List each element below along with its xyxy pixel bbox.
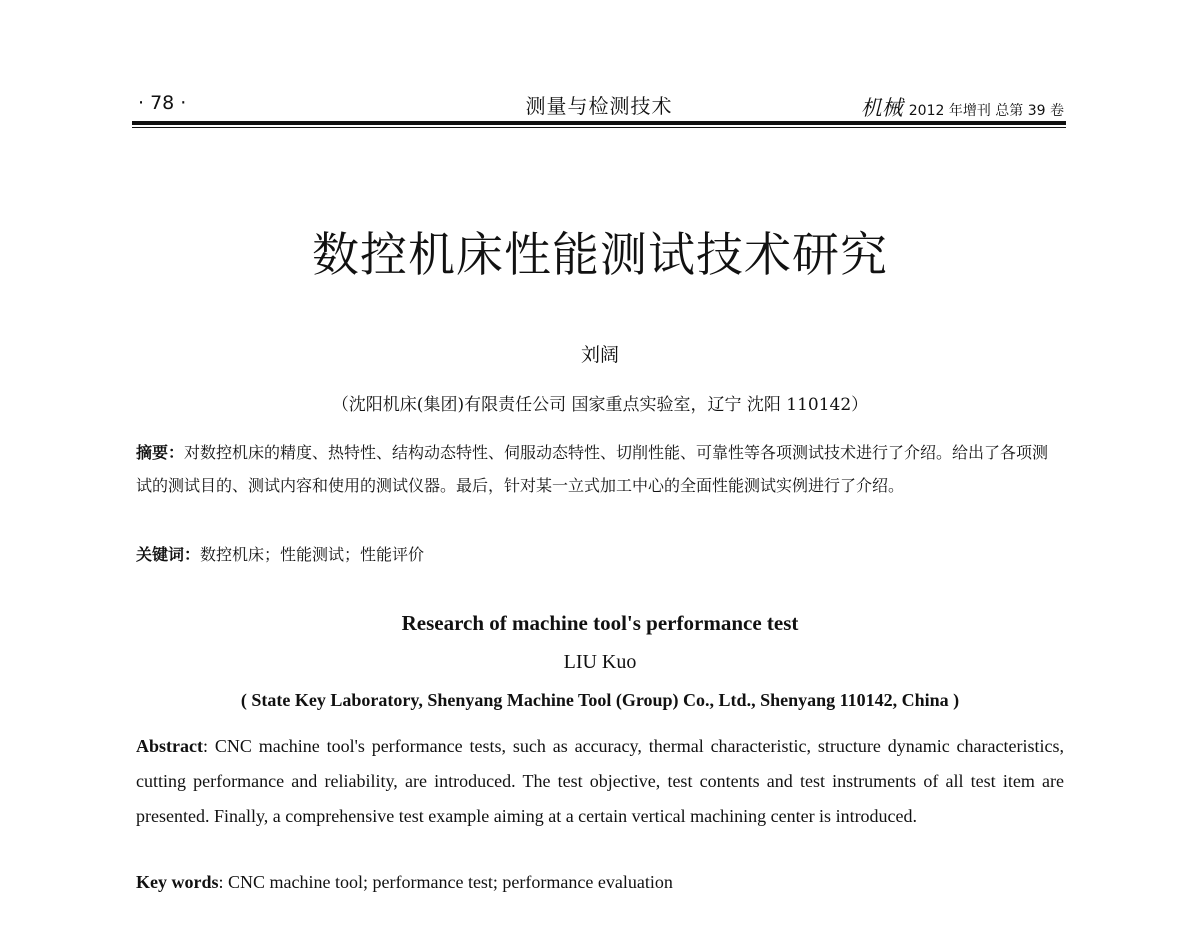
chinese-abstract-label: 摘要：	[136, 443, 185, 462]
chinese-abstract	[136, 436, 1064, 502]
journal-name: 机械	[860, 96, 903, 120]
section-title: 测量与检测技术	[525, 94, 673, 118]
english-abstract-label: Abstract	[136, 736, 203, 756]
english-abstract: Abstract: CNC machine tool's performance tests, such as accuracy, thermal characteristic, structure dynamic characteristics, cutting performance and reliability, are introduced. The test objective, test contents and test instruments of all test item are presented. Finally, a comprehensive test example aiming at a certain vertical machining center is introduced.	[136, 736, 1064, 826]
journal-issue: 2012 年增刊 总第 39 卷	[908, 103, 1064, 119]
journal-info	[861, 92, 1064, 122]
header-rule-thin	[132, 127, 1066, 128]
chinese-keywords	[136, 541, 1064, 569]
page-number: · 78 ·	[138, 92, 187, 114]
english-abstract-text: CNC machine tool's performance tests, such as accuracy, thermal characteristic, structure dynamic characteristics, cutting performance and reliability, are introduced. The test objective, test contents and test instruments of all test item are presented. Finally, a comprehensive test example aiming at a certain vertical machining center is introduced.	[136, 736, 1064, 826]
chinese-keywords-text: 数控机床；性能测试；性能评价	[200, 545, 425, 564]
english-keywords-text: CNC machine tool; performance test; performance evaluation	[228, 872, 673, 892]
chinese-abstract-text: 对数控机床的精度、热特性、结构动态特性、伺服动态特性、切削性能、可靠性等各项测试技术进行了介绍。给出了各项测试的测试目的、测试内容和使用的测试仪器。最后，针对某一立式加工中心的全面性能测试实例进行了介绍。	[136, 443, 1049, 495]
english-author: LIU Kuo	[563, 651, 637, 673]
chinese-keywords-label: 关键词：	[136, 545, 201, 564]
english-keywords: Key words: CNC machine tool; performance test; performance evaluation	[136, 872, 673, 892]
running-header	[132, 88, 1066, 118]
english-keywords-label: Key words	[136, 872, 219, 892]
chinese-author: 刘阔	[580, 344, 619, 366]
chinese-title: 数控机床性能测试技术研究	[312, 228, 888, 283]
header-rule-thick	[132, 121, 1066, 125]
english-title: Research of machine tool's performance test	[401, 611, 799, 635]
chinese-affiliation: （沈阳机床(集团)有限责任公司 国家重点实验室，辽宁 沈阳 110142）	[331, 395, 869, 415]
english-affiliation: ( State Key Laboratory, Shenyang Machine Tool (Group) Co., Ltd., Shenyang 110142, China )	[240, 690, 960, 710]
